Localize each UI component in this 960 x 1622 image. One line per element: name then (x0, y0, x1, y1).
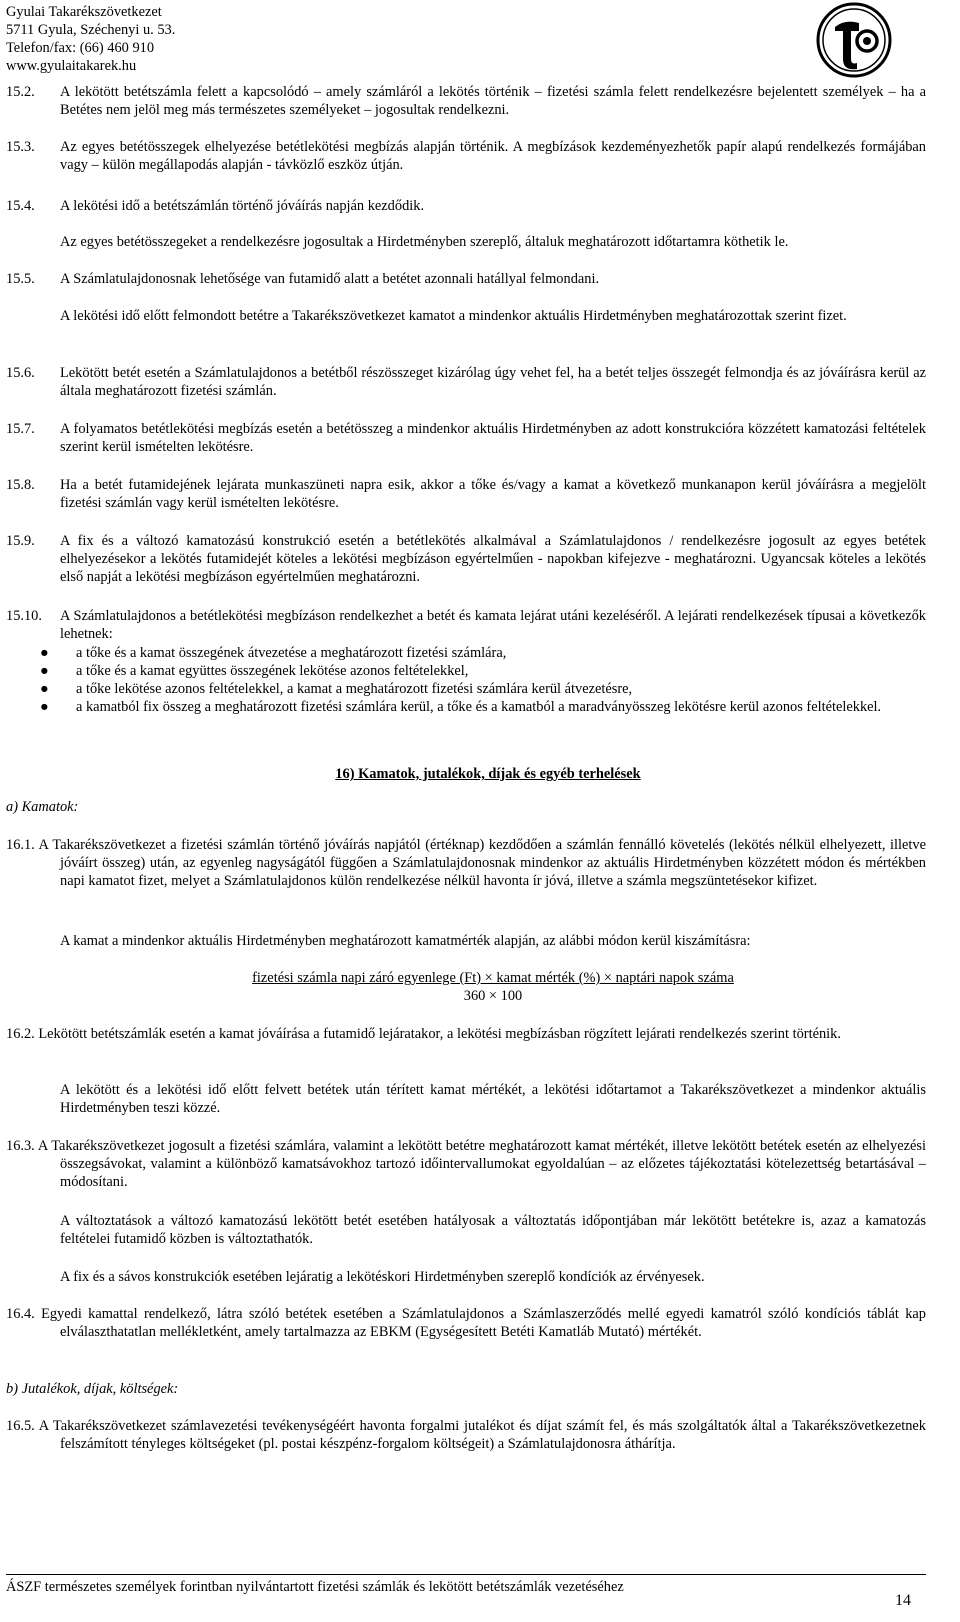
section-16-1 (6, 836, 926, 890)
subsection-b-label: b) Jutalékok, díjak, költségek: (6, 1381, 179, 1397)
section-text: 16.5. A Takarékszövetkezet számlavezetési tevékenységéért havonta forgalmi jutalékot és díjat számít fel, és más szolgáltatók által a Takarékszövetkezetnek felszámított tényleges költségeket (pl. postai készpénz-forgalom költségeit) a Számlatulajdonosra áthárítja. (6, 1418, 926, 1452)
section-16-3-paragraph-2: A fix és a sávos konstrukciók esetében lejáratig a lekötéskori Hirdetményben szereplő kondíciók az érvényesek. (60, 1269, 705, 1285)
section-text: A folyamatos betétlekötési megbízás esetén a betétösszeg a mindenkor aktuális Hirdetményben az adott konstrukcióra közzétett kamatozási feltételek szerint kerül ismételten lekötésre. (60, 421, 926, 455)
section-number: 15.10. (6, 608, 42, 624)
page-number: 14 (895, 1592, 911, 1609)
list-item-text: a tőke és a kamat együttes összegének lekötése azonos feltételekkel, (76, 663, 469, 679)
section-text: 16.1. A Takarékszövetkezet a fizetési számlán történő jóváírás napjától (értéknap) kezdődően a számlán fennálló követelés (lekötés nélkül elhelyezett, illetve jóváírt összeg) után, az egyenleg nagyságától függően a Számlatulajdonosnak mindenkor az aktuális Hirdetményben közzétett módon és mértékben napi kamatot fizet, melyet a Számlatulajdonos külön rendelkezése nélkül havonta ír jóvá, illetve a számla megszüntetésekor kifizet. (6, 837, 926, 889)
list-item (6, 698, 926, 716)
section-15-6 (6, 364, 926, 400)
footer-divider (6, 1574, 926, 1575)
section-16-4 (6, 1305, 926, 1341)
section-16-title: 16) Kamatok, jutalékok, díjak és egyéb terhelések (335, 766, 641, 782)
list-item-text: a tőke lekötése azonos feltételekkel, a kamat a meghatározott fizetési számlára kerül átvezetésre, (76, 681, 633, 697)
list-item (6, 644, 926, 662)
section-text: 16.4. Egyedi kamattal rendelkező, látra szóló betétek esetében a Számlatulajdonos a Számlaszerződés mellé egyedi kamatról szóló kondíciós táblát kap elválaszthatatlan mellékletként, amely tartalmazza az EBKM (Egységesített Betéti Kamatláb Mutató) mértékét. (6, 1306, 926, 1340)
bullet-icon: ● (40, 645, 49, 661)
section-number: 15.2. (6, 84, 35, 100)
section-15-10 (6, 607, 926, 643)
section-15-5-paragraph: A lekötési idő előtt felmondott betétre a Takarékszövetkezet kamatot a mindenkor aktuális Hirdetményben meghatározottak szerint fizet. (60, 308, 847, 324)
section-text: A Számlatulajdonosnak lehetősége van futamidő alatt a betétet azonnali hatállyal felmondani. (60, 271, 600, 287)
list-item (6, 662, 926, 680)
subsection-a-label: a) Kamatok: (6, 799, 79, 815)
bullet-icon: ● (40, 681, 49, 697)
section-text: A fix és a változó kamatozású konstrukció esetén a betétlekötés alkalmával a Számlatulajdonos / rendelkezésre jogosult az egyes betétek elhelyezésekor a lekötés futamidejét köteles a lekötési megbízáson egyértelműen - napokban kifejezve - meghatározni. Ugyancsak köteles a lekötés első napját a lekötési megbízáson egyértelműen meghatározni. (60, 533, 926, 585)
list-item-text: a kamatból fix összeg a meghatározott fizetési számlára kerül, a tőke és a kamatból a maradványösszeg lekötésre kerül azonos feltételekkel. (76, 699, 882, 715)
letterhead (6, 3, 175, 75)
section-text: Ha a betét futamidejének lejárata munkaszüneti napra esik, akkor a tőke és/vagy a kamat a következő munkanapon kerül jóváírásra a megjelölt fizetési számlán vagy kerül ismételten lekötésre. (60, 477, 926, 511)
company-logo-icon (815, 1, 893, 79)
section-number: 15.9. (6, 533, 35, 549)
section-15-4 (6, 197, 926, 215)
section-16-1-paragraph: A kamat a mindenkor aktuális Hirdetményben meghatározott kamatmérték alapján, az alábbi módon kerül kiszámításra: (60, 933, 751, 949)
section-number: 15.5. (6, 271, 35, 287)
section-15-2 (6, 83, 926, 119)
formula-numerator: fizetési számla napi záró egyenlege (Ft) × kamat mérték (%) × naptári napok száma (252, 970, 734, 986)
section-15-5 (6, 270, 926, 288)
company-name: Gyulai Takarékszövetkezet (6, 4, 162, 20)
section-16-5 (6, 1417, 926, 1453)
section-number: 15.6. (6, 365, 35, 381)
section-text: A Számlatulajdonos a betétlekötési megbízáson rendelkezhet a betét és kamata lejárat utáni kezeléséről. A lejárati rendelkezések típusai a következők lehetnek: (60, 608, 926, 642)
interest-formula (60, 969, 926, 1005)
company-website[interactable]: www.gyulaitakarek.hu (6, 58, 137, 74)
section-15-9 (6, 532, 926, 586)
section-number: 15.8. (6, 477, 35, 493)
section-text: 16.2. Lekötött betétszámlák esetén a kamat jóváírása a futamidő lejáratakor, a lekötési megbízásban rögzített lejárati rendelkezés szerint történik. (6, 1026, 841, 1042)
section-number: 15.7. (6, 421, 35, 437)
section-text: A lekötött betétszámla felett a kapcsolódó – amely számláról a lekötés történik – fizetési számla felett rendelkezésre bejelentett személyek – ha a Betétes nem jelöl meg más természetes személyeket – jogosultak rendelkezni. (60, 84, 926, 118)
section-15-8 (6, 476, 926, 512)
section-16-3-paragraph-1: A változtatások a változó kamatozású lekötött betét esetében hatályosak a változtatás időpontjában már lekötött betétekre is, azaz a kamatozás feltételei futamidő közben is változtathatók. (60, 1213, 926, 1247)
section-15-4-paragraph: Az egyes betétösszegeket a rendelkezésre jogosultak a Hirdetményben szereplő, általuk meghatározott időtartamra köthetik le. (60, 234, 789, 250)
list-item-text: a tőke és a kamat összegének átvezetése a meghatározott fizetési számlára, (76, 645, 507, 661)
section-15-7 (6, 420, 926, 456)
formula-denominator: 360 × 100 (463, 988, 523, 1004)
section-text: Az egyes betétösszegek elhelyezése betétlekötési megbízás alapján történik. A megbízások kezdeményezhetők papír alapú rendelkezés formájában vagy – külön megállapodás alapján - távközlő eszköz útján. (60, 139, 926, 173)
bullet-icon: ● (40, 663, 49, 679)
section-text: A lekötési idő a betétszámlán történő jóváírás napján kezdődik. (60, 198, 425, 214)
section-16-2-paragraph: A lekötött és a lekötési idő előtt felvett betétek után térített kamat mértékét, a lekötési időtartamot a Takarékszövetkezet a mindenkor aktuális Hirdetményben teszi közzé. (60, 1082, 926, 1116)
maturity-options-list (6, 644, 926, 716)
company-address: 5711 Gyula, Széchenyi u. 53. (6, 22, 176, 38)
section-text: Lekötött betét esetén a Számlatulajdonos a betétből részösszeget kizárólag úgy vehet fel, ha a betét teljes összegét felmondja és az jóváírásra kerül az általa meghatározott fizetési számlán. (60, 365, 926, 399)
section-number: 15.4. (6, 198, 35, 214)
company-phone: Telefon/fax: (66) 460 910 (6, 40, 155, 56)
footer-title: ÁSZF természetes személyek forintban nyilvántartott fizetési számlák és lekötött betétszámlák vezetéséhez (6, 1579, 624, 1595)
section-16-2 (6, 1025, 926, 1043)
list-item (6, 680, 926, 698)
bullet-icon: ● (40, 699, 49, 715)
section-16-3 (6, 1137, 926, 1191)
section-number: 15.3. (6, 139, 35, 155)
section-text: 16.3. A Takarékszövetkezet jogosult a fizetési számlára, valamint a lekötött betétre meghatározott kamat mértékét, illetve lekötött betétek esetén az elhelyezési összegsávokat, valamint a különböző kamatsávokhoz tartozó időintervallumokat egyoldalúan – az előzetes tájékoztatási kötelezettség betartásával – módosítani. (6, 1138, 926, 1190)
section-15-3 (6, 138, 926, 174)
